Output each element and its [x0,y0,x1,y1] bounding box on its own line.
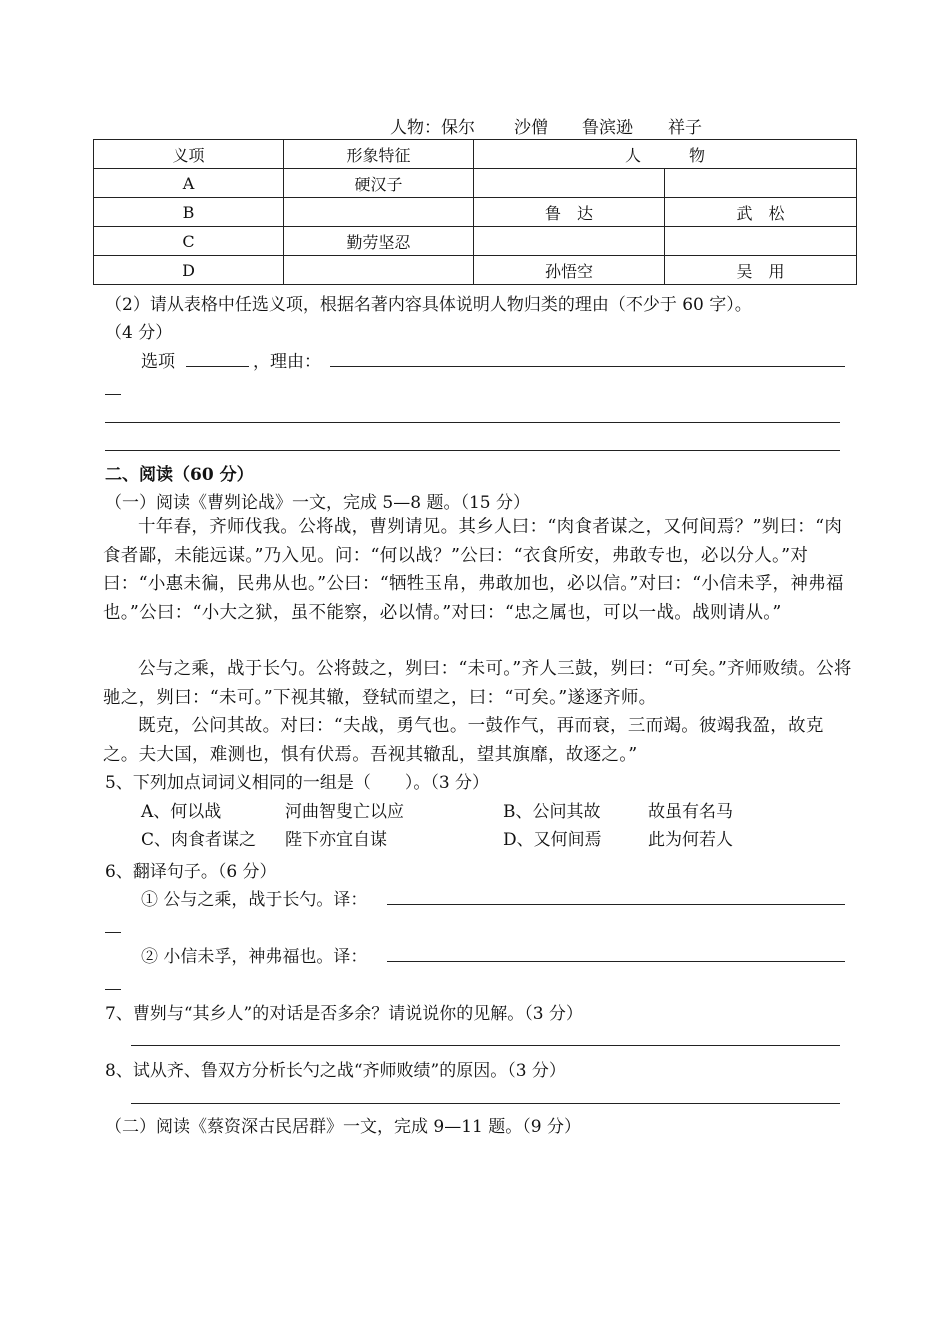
classification-table [93,139,857,285]
cell-person-1[interactable] [474,227,665,256]
q2-reason-line-1[interactable] [330,366,845,367]
header-trait: 形象特征 [284,140,474,169]
cell-trait[interactable]: 硬汉子 [284,169,474,198]
q5-option-d[interactable]: D、又何间焉 [503,830,602,850]
q5-option-b-pair: 故虽有名马 [648,802,733,822]
q5-option-a-pair: 河曲智叟亡以应 [285,802,404,822]
q6-sentence-1: ① 公与之乘，战于长勺。译： [141,890,368,910]
q8-stem: 8、试从齐、鲁双方分析长勺之战“齐师败绩”的原因。（3 分） [105,1061,566,1081]
passage-paragraph-1: 十年春，齐师伐我。公将战，曹刿请见。其乡人曰：“肉食者谋之，又何间焉？”刿曰：“肉食者鄙，未能远谋。”乃入见。问：“何以战？”公曰：“衣食所安，弗敢专也，必以分人。”对曰：“小惠未徧，民弗从也。”公曰：“牺牲玉帛，弗敢加也，必以信。”对曰：“小信未孚，神弗福也。”公曰：“小大之狱，虽不能察，必以情。”对曰：“忠之属也，可以一战。战则请从。” [103,517,844,623]
cell-person-2[interactable]: 吴 用 [665,256,857,285]
table-row [94,169,857,198]
q2-reason-line-2[interactable] [105,422,840,423]
table-header-row [94,140,857,169]
q2-option-label: 选项 [141,352,175,372]
q6-answer-line-1[interactable] [387,904,845,905]
q6-answer-wrap-2 [105,989,121,990]
q2-stem: （2）请从表格中任选义项，根据名著内容具体说明人物归类的理由（不少于 60 字）。 [105,295,752,315]
cell-person-2[interactable] [665,169,857,198]
table-row [94,198,857,227]
cell-person-1[interactable] [474,169,665,198]
person-robinson: 鲁滨逊 [582,118,633,138]
person-shaseng: 沙僧 [514,118,548,138]
part-2-title: （二）阅读《蔡资深古民居群》一文，完成 9—11 题。（9 分） [105,1117,581,1137]
passage-paragraph-3: 既克，公问其故。对曰：“夫战，勇气也。一鼓作气，再而衰，三而竭。彼竭我盈，故克之。夫大国，难测也，惧有伏焉。吾视其辙乱，望其旗靡，故逐之。” [103,716,824,765]
cell-person-2[interactable] [665,227,857,256]
q2-reason-line-3[interactable] [105,450,840,451]
section-2-title: 二、阅读（60 分） [105,465,254,485]
q7-stem: 7、曹刿与“其乡人”的对话是否多余？请说说你的见解。（3 分） [105,1004,583,1024]
q2-reason-label: ，理由： [253,352,321,372]
header-item: 义项 [94,140,284,169]
q6-answer-wrap-1 [105,932,121,933]
q5-option-d-pair: 此为何若人 [648,830,733,850]
q6-answer-line-2[interactable] [387,961,845,962]
q8-answer-line[interactable] [131,1103,840,1104]
header-people: 人 物 [474,140,857,169]
q2-score: （4 分） [105,323,173,343]
person-xiangzi: 祥子 [668,118,702,138]
cell-item: B [94,198,284,227]
cell-item: D [94,256,284,285]
part-1-title: （一）阅读《曹刿论战》一文，完成 5—8 题。（15 分） [105,493,530,513]
q5-stem: 5、下列加点词词义相同的一组是（ ）。（3 分） [105,773,490,793]
q6-sentence-2: ② 小信未孚，神弗福也。译： [141,947,368,967]
cell-person-2[interactable]: 武 松 [665,198,857,227]
q5-option-c[interactable]: C、肉食者谋之 [141,830,257,850]
table-row [94,256,857,285]
passage-paragraph-2: 公与之乘，战于长勺。公将鼓之，刿曰：“未可。”齐人三鼓，刿曰：“可矣。”齐师败绩。公将驰之，刿曰：“未可。”下视其辙，登轼而望之，曰：“可矣。”遂逐齐师。 [103,659,852,708]
q2-option-blank[interactable] [186,366,249,367]
cell-trait[interactable]: 勤劳坚忍 [284,227,474,256]
cell-item: C [94,227,284,256]
table-row [94,227,857,256]
q5-option-b[interactable]: B、公问其故 [503,802,601,822]
q7-answer-line[interactable] [131,1045,840,1046]
people-label: 人物：保尔 [390,118,475,138]
cell-trait[interactable] [284,198,474,227]
cell-trait[interactable] [284,256,474,285]
q6-stem: 6、翻译句子。（6 分） [105,862,277,882]
q2-reason-wrap [105,394,121,395]
cell-person-1[interactable]: 孙悟空 [474,256,665,285]
cell-person-1[interactable]: 鲁 达 [474,198,665,227]
q5-option-c-pair: 陛下亦宜自谋 [285,830,387,850]
cell-item: A [94,169,284,198]
q5-option-a[interactable]: A、何以战 [141,802,222,822]
